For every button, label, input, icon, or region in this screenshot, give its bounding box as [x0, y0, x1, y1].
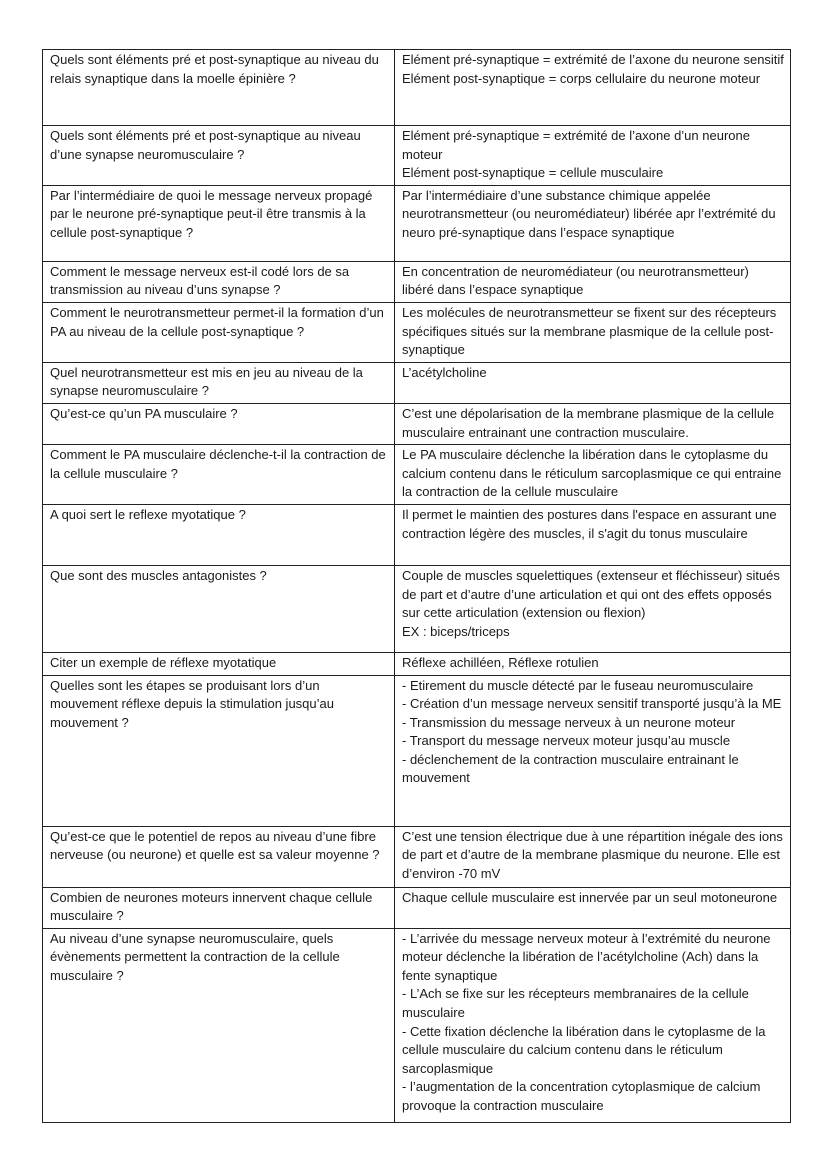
answer-cell [395, 826, 791, 887]
answer-cell [395, 50, 791, 126]
answer-cell [395, 185, 791, 261]
table-body [43, 50, 791, 1123]
table-row [43, 445, 791, 505]
answer-line: EX : biceps/triceps [402, 623, 510, 639]
answer-cell [395, 504, 791, 565]
table-row [43, 126, 791, 186]
table-row [43, 652, 791, 675]
answer-cell [395, 261, 791, 302]
answer-line: Il permet le maintien des postures dans l'espace en assurant une contraction légère des muscles, il s'agit du tonus musculaire [402, 506, 777, 541]
question-cell: Quels sont éléments pré et post-synaptique au niveau du relais synaptique dans la moelle épinière ? [43, 50, 395, 126]
answer-line: - L’arrivée du message nerveux moteur à l’extrémité du neurone moteur déclenche la libération de l’acétylcholine (Ach) dans la fente synaptique [402, 930, 771, 983]
question-cell: A quoi sert le reflexe myotatique ? [43, 504, 395, 565]
answer-line: Elément post-synaptique = cellule musculaire [402, 165, 664, 181]
answer-cell [395, 126, 791, 186]
answer-line: Le PA musculaire déclenche la libération dans le cytoplasme du calcium contenu dans le réticulum sarcoplasmique ce qui entraine la contraction de la cellule musculaire [402, 447, 782, 500]
question-cell: Au niveau d’une synapse neuromusculaire, quels évènements permettent la contraction de la cellule musculaire ? [43, 928, 395, 1122]
table-row [43, 675, 791, 826]
answer-line: - déclenchement de la contraction musculaire entrainant le mouvement [402, 751, 739, 786]
answer-line: - Transmission du message nerveux à un neurone moteur [402, 714, 736, 730]
table-row [43, 504, 791, 565]
table-row [43, 261, 791, 302]
answer-cell [395, 675, 791, 826]
question-cell: Comment le PA musculaire déclenche-t-il la contraction de la cellule musculaire ? [43, 445, 395, 505]
question-cell: Citer un exemple de réflexe myotatique [43, 652, 395, 675]
answer-line: En concentration de neuromédiateur (ou neurotransmetteur) libéré dans l’espace synaptique [402, 263, 749, 298]
answer-line: Elément pré-synaptique = extrémité de l’axone du neurone sensitif [402, 52, 784, 67]
answer-line: - Création d’un message nerveux sensitif transporté jusqu’à la ME [402, 696, 782, 712]
table-row [43, 302, 791, 362]
answer-line: Elément pré-synaptique = extrémité de l’axone d’un neurone moteur [402, 128, 750, 162]
answer-cell [395, 445, 791, 505]
answer-line: Par l’intermédiaire d’une substance chimique appelée neurotransmetteur (ou neuromédiateur) libérée apr l’extrémité du neuro pré-synaptique dans l’espace synaptique [402, 187, 776, 240]
answer-line: Les molécules de neurotransmetteur se fixent sur des récepteurs spécifiques situés sur la membrane plasmique de la cellule post-synaptique [402, 304, 777, 358]
answer-cell [395, 887, 791, 928]
answer-line: Couple de muscles squelettiques (extenseur et fléchisseur) situés de part et d’autre d’une articulation et qui ont des effets opposés sur cette articulation (extension ou flexion) [402, 567, 780, 621]
answer-line: Réflexe achilléen, Réflexe rotulien [402, 654, 599, 670]
question-cell: Que sont des muscles antagonistes ? [43, 565, 395, 652]
answer-line: Chaque cellule musculaire est innervée par un seul motoneurone [402, 889, 778, 905]
answer-line: - Etirement du muscle détecté par le fuseau neuromusculaire [402, 677, 754, 693]
question-cell: Quels sont éléments pré et post-synaptique au niveau d’une synapse neuromusculaire ? [43, 126, 395, 186]
question-cell: Quelles sont les étapes se produisant lors d’un mouvement réflexe depuis la stimulation jusqu’au mouvement ? [43, 675, 395, 826]
answer-line: - Transport du message nerveux moteur jusqu’au muscle [402, 733, 731, 749]
answer-line: - l’augmentation de la concentration cytoplasmique de calcium provoque la contraction musculaire [402, 1079, 761, 1114]
question-cell: Qu’est-ce que le potentiel de repos au niveau d’une fibre nerveuse (ou neurone) et quelle est sa valeur moyenne ? [43, 826, 395, 887]
table-row [43, 928, 791, 1122]
answer-cell [395, 928, 791, 1122]
question-answer-table [42, 49, 791, 1123]
table-row [43, 362, 791, 403]
table-row [43, 185, 791, 261]
answer-line: C’est une dépolarisation de la membrane plasmique de la cellule musculaire entrainant une contraction musculaire. [402, 405, 775, 440]
question-cell: Combien de neurones moteurs innervent chaque cellule musculaire ? [43, 887, 395, 928]
question-cell: Qu’est-ce qu’un PA musculaire ? [43, 403, 395, 444]
answer-cell [395, 403, 791, 444]
question-cell: Quel neurotransmetteur est mis en jeu au niveau de la synapse neuromusculaire ? [43, 362, 395, 403]
answer-line: L’acétylcholine [402, 364, 487, 380]
answer-cell [395, 302, 791, 362]
answer-line: C’est une tension électrique due à une répartition inégale des ions de part et d’autre de la membrane plasmique du neurone. Elle est d’environ -70 mV [402, 828, 783, 881]
table-row [43, 826, 791, 887]
answer-line: - Cette fixation déclenche la libération dans le cytoplasme de la cellule musculaire du calcium contenu dans le réticulum sarcoplasmique [402, 1023, 766, 1076]
document-page [42, 49, 790, 1123]
question-cell: Comment le neurotransmetteur permet-il la formation d’un PA au niveau de la cellule post-synaptique ? [43, 302, 395, 362]
answer-line: Elément post-synaptique = corps cellulaire du neurone moteur [402, 70, 761, 86]
question-cell: Comment le message nerveux est-il codé lors de sa transmission au niveau d’uns synapse ? [43, 261, 395, 302]
answer-line: - L’Ach se fixe sur les récepteurs membranaires de la cellule musculaire [402, 986, 749, 1021]
answer-cell [395, 565, 791, 652]
table-row [43, 50, 791, 126]
answer-cell [395, 652, 791, 675]
answer-cell [395, 362, 791, 403]
table-row [43, 403, 791, 444]
table-row [43, 565, 791, 652]
table-row [43, 887, 791, 928]
question-cell: Par l’intermédiaire de quoi le message nerveux propagé par le neurone pré-synaptique peut-il être transmis à la cellule post-synaptique ? [43, 185, 395, 261]
